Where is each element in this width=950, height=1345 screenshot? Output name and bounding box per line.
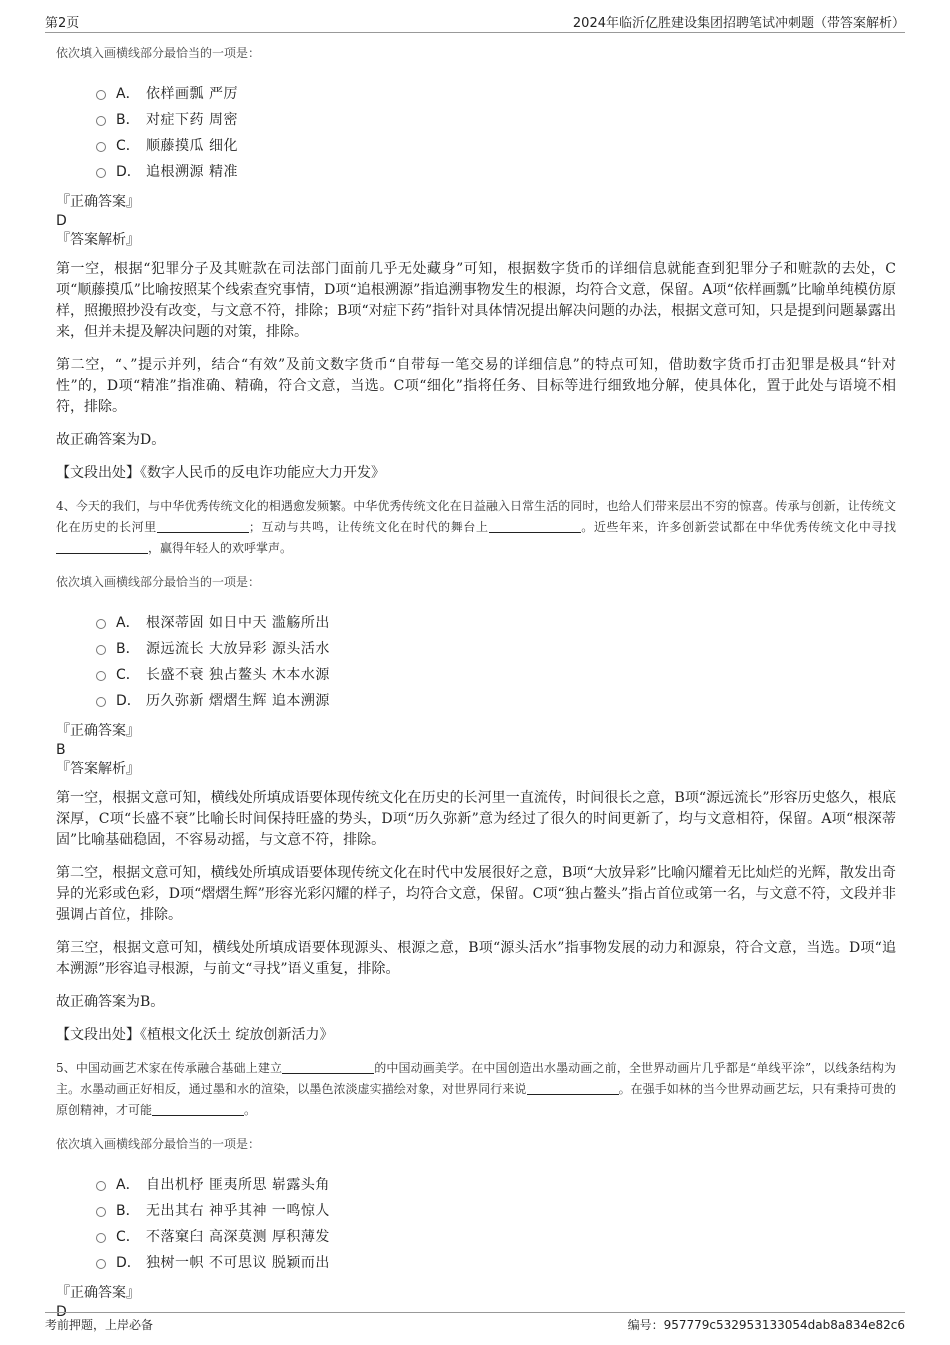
fill-blank <box>152 1101 244 1116</box>
option-list <box>96 609 896 713</box>
question-stem: 4、今天的我们，与中华优秀传统文化的相遇愈发频繁。中华优秀传统文化在日益融入日常生活的同时，也给人们带来层出不穷的惊喜。传承与创新，让传统文化在历史的长河里 ；互动与共鸣，让传统文化在时代的舞台上 。近些年来，许多创新尝试都在中华优秀传统文化中寻找，赢得年轻人的欢呼掌声。 <box>56 499 896 555</box>
source-citation: 【文段出处】《植根文化沃土 绽放创新活力》 <box>56 1027 334 1043</box>
question-stem: 5、中国动画艺术家在传承融合基础上建立 的中国动画美学。在中国创造出水墨动画之前，全世界动画片几乎都是“单线平涂”，以线条结构为主。水墨动画正好相反，通过墨和水的渲染，以墨色浓淡虚实描绘对象，对世界同行来说 。在强手如林的当今世界动画艺坛，只有秉持可贵的原创精神，才可能 。 <box>56 1061 896 1117</box>
page-content <box>56 44 896 1321</box>
radio-icon[interactable] <box>96 645 106 655</box>
analysis-label: 『答案解析』 <box>56 232 140 248</box>
page-header <box>45 10 905 33</box>
document-title: 2024年临沂亿胜建设集团招聘笔试冲刺题（带答案解析） <box>572 16 905 31</box>
option-a[interactable]: A． 自出机杼 匪夷所思 崭露头角 <box>96 1171 896 1197</box>
page-number: 第2页 <box>45 16 80 31</box>
option-a[interactable]: A． 根深蒂固 如日中天 滥觞所出 <box>96 609 896 635</box>
option-d[interactable]: D． 追根溯源 精准 <box>96 158 896 184</box>
radio-icon[interactable] <box>96 1181 106 1191</box>
option-list <box>96 80 896 184</box>
analysis-label: 『答案解析』 <box>56 761 140 777</box>
radio-icon[interactable] <box>96 619 106 629</box>
page-footer <box>45 1312 905 1341</box>
radio-icon[interactable] <box>96 1233 106 1243</box>
fill-blank <box>56 539 148 554</box>
radio-icon[interactable] <box>96 116 106 126</box>
answer-label: 『正确答案』 <box>56 194 140 210</box>
answer-value: D <box>56 213 67 229</box>
document-serial: 编号：957779c532953133054dab8a834e82c6 <box>627 1318 905 1332</box>
option-c[interactable]: C． 长盛不衰 独占鳌头 木本水源 <box>96 661 896 687</box>
option-a[interactable]: A． 依样画瓢 严厉 <box>96 80 896 106</box>
radio-icon[interactable] <box>96 671 106 681</box>
analysis-conclusion: 故正确答案为B。 <box>56 994 165 1010</box>
option-b[interactable]: B． 源远流长 大放异彩 源头活水 <box>96 635 896 661</box>
analysis-paragraph: 第二空，根据文意可知，横线处所填成语要体现传统文化在时代中发展很好之意，B项“大放异彩”比喻闪耀着无比灿烂的光辉，散发出奇异的光彩或色彩，D项“熠熠生辉”形容光彩闪耀的样子，均符合文意，保留。C项“独占鳌头”指占首位或第一名，与文意不符，文段并非强调占首位，排除。 <box>56 865 896 923</box>
radio-icon[interactable] <box>96 1207 106 1217</box>
option-b[interactable]: B． 无出其右 神乎其神 一鸣惊人 <box>96 1197 896 1223</box>
option-b[interactable]: B． 对症下药 周密 <box>96 106 896 132</box>
footer-slogan: 考前押题，上岸必备 <box>45 1318 154 1332</box>
radio-icon[interactable] <box>96 697 106 707</box>
fill-blank <box>282 1059 374 1074</box>
radio-icon[interactable] <box>96 168 106 178</box>
answer-value: D <box>56 1304 67 1320</box>
radio-icon[interactable] <box>96 90 106 100</box>
analysis-paragraph: 第一空，根据文意可知，横线处所填成语要体现传统文化在历史的长河里一直流传，时间很长之意，B项“源远流长”形容历史悠久，根底深厚，C项“长盛不衰”比喻长时间保持旺盛的势头，D项“历久弥新”意为经过了很久的时间更新了，均与文意相符，保留。A项“根深蒂固”比喻基础稳固，不容易动摇，与文意不符，排除。 <box>56 790 896 848</box>
source-citation: 【文段出处】《数字人民币的反电诈功能应大力开发》 <box>56 465 385 481</box>
fill-blank <box>527 1080 619 1095</box>
analysis-paragraph: 第一空，根据“犯罪分子及其赃款在司法部门面前几乎无处藏身”可知，根据数字货币的详细信息就能查到犯罪分子和赃款的去处，C项“顺藤摸瓜”比喻按照某个线索查究事情，D项“追根溯源”指追溯事物发生的根源，均符合文意，保留。A项“依样画瓢”比喻单纯模仿原样，照搬照抄没有改变，与文意不符，排除；B项“对症下药”指针对具体情况提出解决问题的办法，根据文意可知，只是提到问题暴露出来，但并未提及解决问题的对策，排除。 <box>56 261 896 340</box>
fill-blank <box>157 518 249 533</box>
question-prompt: 依次填入画横线部分最恰当的一项是： <box>56 575 261 589</box>
option-d[interactable]: D． 独树一帜 不可思议 脱颖而出 <box>96 1249 896 1275</box>
question-prompt: 依次填入画横线部分最恰当的一项是： <box>56 1137 261 1151</box>
radio-icon[interactable] <box>96 1259 106 1269</box>
fill-blank <box>489 518 581 533</box>
answer-value: B <box>56 742 66 758</box>
option-c[interactable]: C． 不落窠臼 高深莫测 厚积薄发 <box>96 1223 896 1249</box>
option-d[interactable]: D． 历久弥新 熠熠生辉 追本溯源 <box>96 687 896 713</box>
answer-label: 『正确答案』 <box>56 723 140 739</box>
radio-icon[interactable] <box>96 142 106 152</box>
answer-label: 『正确答案』 <box>56 1285 140 1301</box>
option-c[interactable]: C． 顺藤摸瓜 细化 <box>96 132 896 158</box>
option-list <box>96 1171 896 1275</box>
analysis-paragraph: 第三空，根据文意可知，横线处所填成语要体现源头、根源之意，B项“源头活水”指事物发展的动力和源泉，符合文意，当选。D项“追本溯源”形容追寻根源，与前文“寻找”语义重复，排除。 <box>56 940 896 977</box>
analysis-paragraph: 第二空，“、”提示并列，结合“有效”及前文数字货币“自带每一笔交易的详细信息”的特点可知，借助数字货币打击犯罪是极具“针对性”的，D项“精准”指准确、精确，符合文意，当选。C项“细化”指将任务、目标等进行细致地分解，使具体化，置于此处与语境不相符，排除。 <box>56 357 896 415</box>
analysis-conclusion: 故正确答案为D。 <box>56 432 166 448</box>
question-prompt: 依次填入画横线部分最恰当的一项是： <box>56 46 261 60</box>
